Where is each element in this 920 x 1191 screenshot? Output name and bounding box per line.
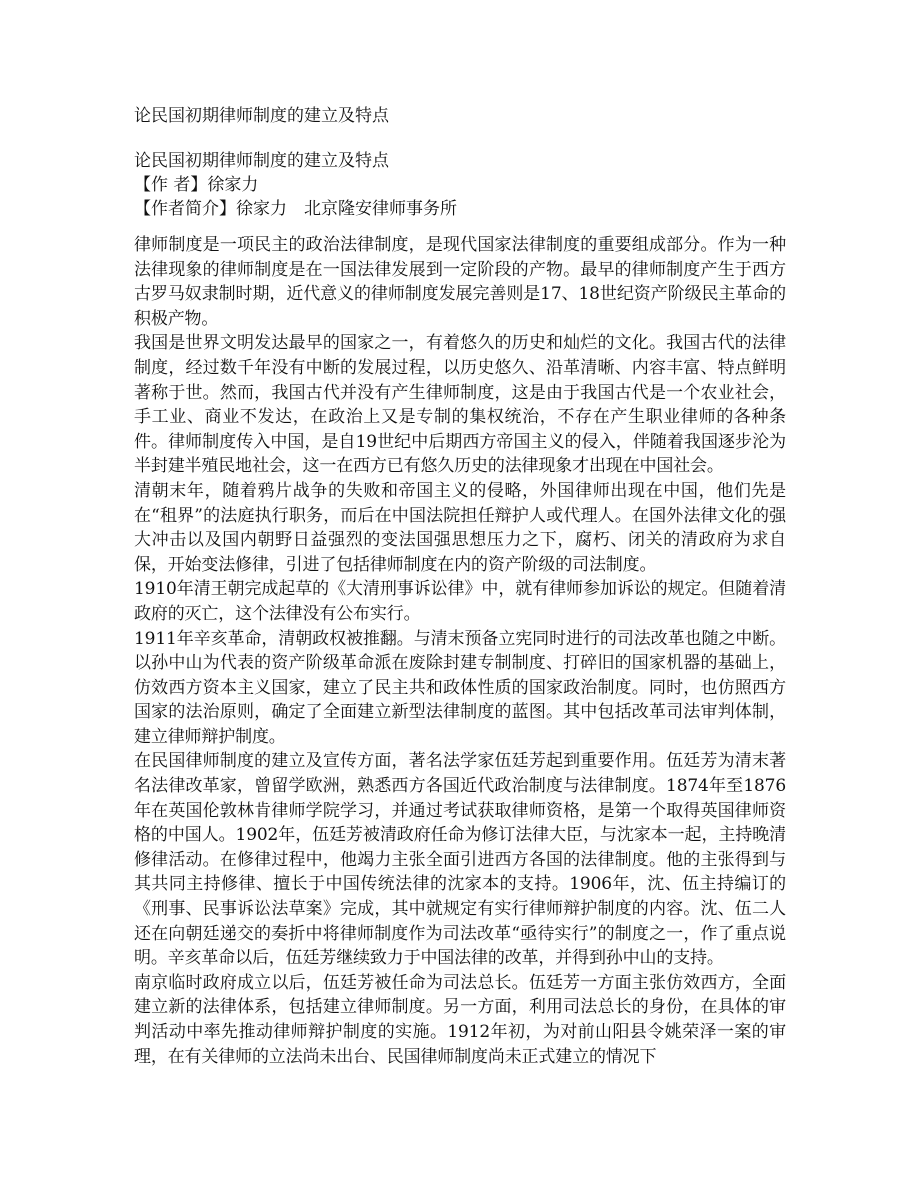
body-paragraph: 我国是世界文明发达最早的国家之一，有着悠久的历史和灿烂的文化。我国古代的法律制度，经过数千年没有中断的发展过程，以历史悠久、沿革清晰、内容丰富、特点鲜明著称于世。然而，我国古代并没有产生律师制度，这是由于我国古代是一个农业社会，手工业、商业不发达，在政治上又是专制的集权统治，不存在产生职业律师的各种条件。律师制度传入中国，是自19世纪中后期西方帝国主义的侵入，伴随着我国逐步沦为半封建半殖民地社会，这一在西方已有悠久历史的法律现象才出现在中国社会。 xyxy=(134,333,786,477)
document-title: 论民国初期律师制度的建立及特点 xyxy=(134,106,389,126)
body-paragraph: 在民国律师制度的建立及宣传方面，著名法学家伍廷芳起到重要作用。伍廷芳为清末著名法律改革家，曾留学欧洲，熟悉西方各国近代政治制度与法律制度。1874年至1876年在英国伦敦林肯律师学院学习，并通过考试获取律师资格，是第一个取得英国律师资格的中国人。1902年，伍廷芳被清政府任命为修订法律大臣，与沈家本一起，主持晚清修律活动。在修律过程中，他竭力主张全面引进西方各国的法律制度。他的主张得到与其共同主持修律、擅长于中国传统法律的沈家本的支持。1906年，沈、伍主持编订的《刑事、民事诉讼法草案》完成，其中就规定有实行律师辩护制度的内容。沈、伍二人还在向朝廷递交的奏折中将律师制度作为司法改革“亟待实行”的制度之一，作了重点说明。辛亥革命以后，伍廷芳继续致力于中国法律的改革，并得到孙中山的支持。 xyxy=(134,751,786,969)
body-paragraph: 清朝末年，随着鸦片战争的失败和帝国主义的侵略，外国律师出现在中国，他们先是在“租界”的法庭执行职务，而后在中国法院担任辩护人或代理人。在国外法律文化的强大冲击以及国内朝野日益强烈的变法国强思想压力之下，腐朽、闭关的清政府为求自保，开始变法修律，引进了包括律师制度在内的资产阶级的司法制度。 xyxy=(134,480,786,575)
body-paragraph: 1910年清王朝完成起草的《大清刑事诉讼律》中，就有律师参加诉讼的规定。但随着清政府的灭亡，这个法律没有公布实行。 xyxy=(134,579,786,624)
article-title: 论民国初期律师制度的建立及特点 xyxy=(134,151,389,171)
article-header xyxy=(134,149,786,221)
body-paragraph: 1911年辛亥革命，清朝政权被推翻。与清末预备立宪同时进行的司法改革也随之中断。以孙中山为代表的资产阶级革命派在废除封建专制制度、打碎旧的国家机器的基础上，仿效西方资本主义国家，建立了民主共和政体性质的国家政治制度。同时，也仿照西方国家的法治原则，确定了全面建立新型法律制度的蓝图。其中包括改革司法审判体制，建立律师辩护制度。 xyxy=(134,628,786,747)
document-page xyxy=(134,104,786,1069)
body-paragraph: 律师制度是一项民主的政治法律制度，是现代国家法律制度的重要组成部分。作为一种法律现象的律师制度是在一国法律发展到一定阶段的产物。最早的律师制度产生于西方古罗马奴隶制时期，近代意义的律师制度发展完善则是17、18世纪资产阶级民主革命的积极产物。 xyxy=(134,235,786,329)
author-line: 【作 者】徐家力 xyxy=(134,175,259,195)
body-paragraph: 南京临时政府成立以后，伍廷芳被任命为司法总长。伍廷芳一方面主张仿效西方，全面建立新的法律体系，包括建立律师制度。另一方面，利用司法总长的身份，在具体的审判活动中率先推动律师辩护制度的实施。1912年初，为对前山阳县令姚荣泽一案的审理，在有关律师的立法尚未出台、民国律师制度尚未正式建立的情况下 xyxy=(134,972,786,1067)
article-body xyxy=(134,233,786,1069)
author-intro-line: 【作者简介】徐家力 北京隆安律师事务所 xyxy=(134,199,457,219)
